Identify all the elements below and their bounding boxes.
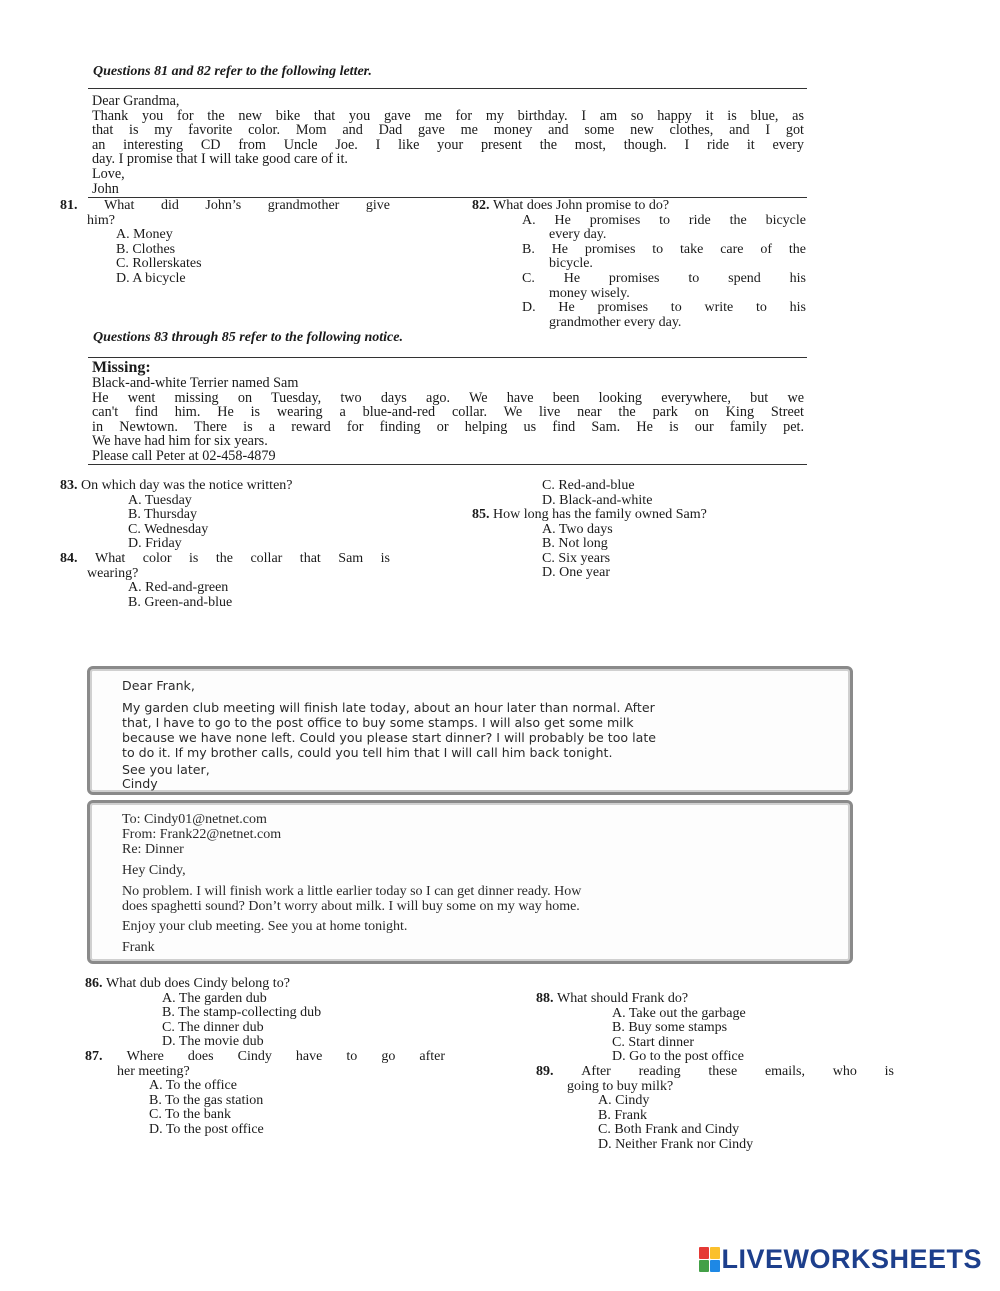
- question-number: 87.: [85, 1049, 103, 1064]
- email-body-line: No problem. I will finish work a little earlier today so I can get dinner ready. How: [122, 884, 582, 899]
- answer-option[interactable]: B. The stamp-collecting dub: [162, 1005, 322, 1021]
- notice-line: He went missing on Tuesday, two days ago. We have been looking everywhere, but we: [92, 389, 804, 406]
- answer-option[interactable]: A. Two days: [542, 521, 613, 537]
- answer-option[interactable]: C. Both Frank and Cindy: [598, 1122, 740, 1138]
- question-stem: What dub does Cindy belong to?: [106, 976, 290, 991]
- question-89: [536, 1065, 894, 1153]
- answer-option[interactable]: D. Black-and-white: [542, 492, 653, 508]
- question-84-continued: [542, 479, 802, 508]
- answer-option[interactable]: B. Clothes: [116, 241, 176, 257]
- notice-line: We have had him for six years.: [92, 433, 268, 450]
- question-stem: What should Frank do?: [557, 991, 689, 1006]
- email-to: To: Cindy01@netnet.com: [122, 812, 267, 827]
- answer-option-continued: every day.: [549, 227, 607, 243]
- answer-option[interactable]: A. Tuesday: [128, 492, 192, 508]
- question-number: 89.: [536, 1064, 554, 1079]
- notice-line: Black-and-white Terrier named Sam: [92, 375, 299, 391]
- question-stem-continued: wearing?: [87, 565, 139, 581]
- question-82: [472, 199, 806, 330]
- letter-line: that is my favorite color. Mom and Dad gave me money and some new clothes, and I got: [92, 122, 804, 139]
- answer-option-continued: bicycle.: [549, 256, 593, 272]
- notice-passage: [92, 376, 804, 464]
- answer-option[interactable]: C. Rollerskates: [116, 256, 202, 272]
- answer-option-continued: money wisely.: [549, 285, 630, 301]
- question-number: 83.: [60, 478, 78, 493]
- question-number: 86.: [85, 976, 103, 991]
- question-stem: What did John’s grandmother give: [104, 198, 390, 213]
- answer-option[interactable]: B. Thursday: [128, 507, 197, 523]
- question-85: [472, 508, 806, 581]
- email-box: [87, 800, 853, 964]
- letter-line: day. I promise that I will take good care of it.: [92, 151, 348, 168]
- answer-option[interactable]: C. Red-and-blue: [542, 478, 635, 493]
- note-box: [87, 666, 853, 795]
- question-87: [85, 1050, 445, 1138]
- email-signature: Frank: [122, 940, 155, 955]
- divider: [88, 357, 807, 358]
- question-number: 81.: [60, 198, 78, 213]
- letter-line: John: [92, 180, 119, 197]
- answer-option[interactable]: A. He promises to ride the bicycle: [522, 212, 806, 228]
- letter-passage: [92, 94, 804, 196]
- answer-option[interactable]: B. Buy some stamps: [612, 1020, 728, 1036]
- letter-line: Dear Grandma,: [92, 93, 180, 109]
- answer-option[interactable]: C. The dinner dub: [162, 1019, 264, 1035]
- answer-option[interactable]: D. A bicycle: [116, 270, 186, 286]
- question-stem: How long has the family owned Sam?: [493, 507, 707, 522]
- divider: [88, 88, 807, 89]
- question-stem: What color is the collar that Sam is: [94, 551, 390, 566]
- question-stem: What does John promise to do?: [493, 198, 670, 213]
- question-83: [60, 479, 400, 552]
- answer-option[interactable]: C. He promises to spend his: [522, 270, 806, 286]
- answer-option[interactable]: D. Friday: [128, 536, 182, 552]
- notice-title: Missing:: [92, 359, 151, 376]
- question-stem-continued: her meeting?: [117, 1063, 190, 1079]
- question-86: [85, 977, 425, 1050]
- notice-line: can't find him. He is wearing a blue-and-red collar. We live near the park on King Street: [92, 404, 804, 421]
- section-heading-83-85: Questions 83 through 85 refer to the following notice.: [93, 330, 403, 345]
- answer-option[interactable]: B. Not long: [542, 536, 608, 552]
- answer-option[interactable]: B. Frank: [598, 1107, 647, 1123]
- answer-option[interactable]: B. To the gas station: [149, 1092, 264, 1108]
- email-from: From: Frank22@netnet.com: [122, 827, 282, 842]
- letter-line: Love,: [92, 165, 125, 182]
- answer-option[interactable]: C. To the bank: [149, 1107, 231, 1123]
- note-line: because we have none left. Could you please start dinner? I will probably be too late: [122, 730, 657, 745]
- note-line: My garden club meeting will finish late today, about an hour later than normal. After: [122, 700, 655, 715]
- answer-option[interactable]: D. Go to the post office: [612, 1049, 744, 1065]
- question-81: [60, 199, 390, 287]
- question-stem-continued: going to buy milk?: [567, 1078, 674, 1094]
- answer-option[interactable]: B. Green-and-blue: [128, 594, 233, 610]
- note-line: See you later,: [122, 762, 210, 777]
- liveworksheets-logo-icon: [699, 1247, 721, 1273]
- note-line: to do it. If my brother calls, could you tell him that I will call him back tonight.: [122, 745, 613, 760]
- answer-option[interactable]: D. The movie dub: [162, 1034, 264, 1050]
- question-stem: After reading these emails, who is: [581, 1064, 895, 1079]
- email-greeting: Hey Cindy,: [122, 863, 186, 878]
- liveworksheets-logo[interactable]: [699, 1244, 982, 1275]
- answer-option[interactable]: C. Wednesday: [128, 521, 209, 537]
- divider: [88, 464, 807, 465]
- question-stem: On which day was the notice written?: [81, 478, 293, 493]
- section-heading-81-82: Questions 81 and 82 refer to the following letter.: [93, 64, 372, 79]
- answer-option[interactable]: D. Neither Frank nor Cindy: [598, 1136, 754, 1152]
- answer-option[interactable]: C. Start dinner: [612, 1034, 695, 1050]
- answer-option[interactable]: B. He promises to take care of the: [522, 241, 806, 257]
- answer-option[interactable]: A. The garden dub: [162, 990, 267, 1006]
- answer-option-continued: grandmother every day.: [549, 314, 682, 330]
- question-84: [60, 552, 390, 610]
- letter-line: an interesting CD from Uncle Joe. I like your present the most, though. I ride it every: [92, 136, 804, 153]
- logo-text: LIVEWORKSHEETS: [721, 1244, 982, 1274]
- email-subject: Re: Dinner: [122, 842, 184, 857]
- question-stem-continued: him?: [87, 212, 115, 228]
- answer-option[interactable]: A. Take out the garbage: [612, 1005, 746, 1021]
- answer-option[interactable]: A. Money: [116, 227, 173, 243]
- answer-option[interactable]: D. He promises to write to his: [522, 300, 806, 316]
- letter-line: Thank you for the new bike that you gave me for my birthday. I am so happy it is blue, as: [92, 107, 804, 124]
- note-line: Cindy: [122, 776, 158, 791]
- answer-option[interactable]: A. To the office: [149, 1078, 237, 1094]
- notice-line: in Newtown. There is a reward for finding or helping us find Sam. He is our family pet.: [92, 418, 804, 435]
- question-number: 88.: [536, 991, 554, 1006]
- email-body-line: does spaghetti sound? Don’t worry about milk. I will buy some on my way home.: [122, 899, 580, 914]
- answer-option[interactable]: D. One year: [542, 565, 611, 581]
- question-88: [536, 992, 846, 1065]
- note-line: Dear Frank,: [122, 678, 195, 693]
- answer-option[interactable]: A. Cindy: [598, 1093, 650, 1109]
- question-stem: Where does Cindy have to go after: [126, 1049, 446, 1064]
- answer-option[interactable]: D. To the post office: [149, 1121, 264, 1137]
- question-number: 84.: [60, 551, 78, 566]
- answer-option[interactable]: A. Red-and-green: [128, 580, 229, 596]
- question-number: 82.: [472, 198, 490, 213]
- question-number: 85.: [472, 507, 490, 522]
- answer-option[interactable]: C. Six years: [542, 550, 611, 566]
- notice-line: Please call Peter at 02-458-4879: [92, 447, 276, 464]
- email-body-line: Enjoy your club meeting. See you at home tonight.: [122, 919, 408, 934]
- note-line: that, I have to go to the post office to buy some stamps. I will also get some milk: [122, 715, 634, 730]
